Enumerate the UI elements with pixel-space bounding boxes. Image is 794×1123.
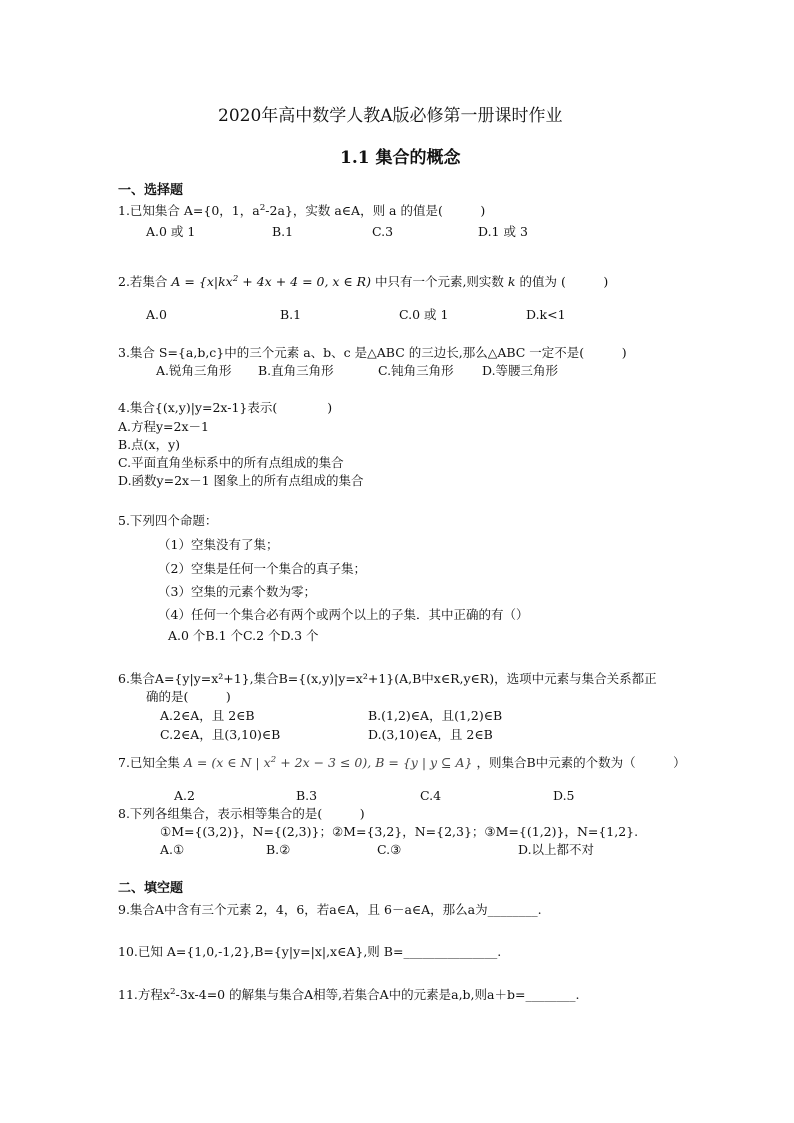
q8-option-a: A.① — [160, 842, 185, 857]
q8-option-d: D.以上都不对 — [518, 842, 595, 857]
q1-option-d: D.1 或 3 — [478, 224, 528, 239]
q3-option-d: D.等腰三角形 — [482, 363, 559, 378]
q8-option-b: B.② — [266, 842, 291, 857]
q7-math-a: A = (x ∈ N | x — [183, 755, 271, 770]
q8-line2: ①M={(3,2)}，N={(2,3)}；②M={3,2}，N={2,3}；③M={(1,2)}，N={1,2}. — [160, 824, 639, 839]
page-subtitle: 1.1 集合的概念 — [340, 148, 461, 168]
question-1-stem — [118, 203, 485, 218]
q8-option-c: C.③ — [377, 842, 402, 857]
q3-option-c: C.钝角三角形 — [378, 363, 454, 378]
q7-math-set-b: B = {y | y ⊆ A} — [375, 755, 473, 770]
question-6-stem-line2: 确的是( ) — [146, 689, 231, 704]
q7-option-b: B.3 — [296, 788, 318, 803]
q5-item-2: （2）空集是任何一个集合的真子集； — [158, 561, 366, 576]
q2-math-post: + 4x + 4 = 0, x ∈ R) — [238, 274, 371, 289]
q3-option-a: A.锐角三角形 — [156, 363, 232, 378]
q11-sup: 2 — [169, 986, 176, 997]
q7-stem-post: ，则集合B中元素的个数为（ ） — [476, 755, 686, 770]
q5-item-4: （4）任何一个集合必有两个或两个以上的子集．其中正确的有（） — [158, 607, 529, 622]
q1-stem-post: -2a}，实数 a∈A，则 a 的值是( ) — [265, 203, 486, 218]
q6-option-b: B.(1,2)∈A，且(1,2)∈B — [368, 708, 503, 723]
q6-option-a: A.2∈A，且 2∈B — [160, 708, 255, 723]
page-title: 2020年高中数学人教A版必修第一册课时作业 — [218, 106, 563, 126]
q6-option-d: D.(3,10)∈A，且 2∈B — [368, 727, 493, 742]
q2-stem-post: 的值为 ( ) — [519, 274, 609, 289]
q5-item-3: （3）空集的元素个数为零； — [158, 584, 316, 599]
question-3-stem: 3.集合 S={a,b,c}中的三个元素 a、b、c 是△ABC 的三边长,那么△ABC 一定不是( ) — [118, 345, 627, 360]
q1-stem-sup: 2 — [259, 202, 266, 213]
question-5-stem: 5.下列四个命题： — [118, 513, 218, 528]
q7-math-set-a — [184, 755, 371, 770]
question-8-stem: 8.下列各组集合，表示相等集合的是( ) — [118, 806, 365, 821]
q2-math-sup: 2 — [232, 273, 239, 284]
q1-stem-pre: 1.已知集合 A={0，1，a — [118, 203, 260, 218]
question-6-stem-line1: 6.集合A={y|y=x²+1},集合B={(x,y)|y=x²+1}(A,B中x∈R,y∈R)，选项中元素与集合关系都正 — [118, 671, 657, 686]
q11-pre: 11.方程x — [118, 987, 170, 1002]
q4-option-d: D.函数y=2x－1 图象上的所有点组成的集合 — [118, 473, 364, 488]
section-heading-fill: 二、填空题 — [118, 881, 184, 896]
q4-option-c: C.平面直角坐标系中的所有点组成的集合 — [118, 455, 344, 470]
question-9: 9.集合A中含有三个元素 2，4，6，若a∈A，且 6－a∈A，那么a为________. — [118, 902, 542, 917]
section-heading-choice: 一、选择题 — [118, 183, 184, 198]
q7-stem-pre: 7.已知全集 — [118, 755, 180, 770]
q1-option-a: A.0 或 1 — [146, 224, 196, 239]
q2-math-pre: A = {x|kx — [171, 274, 233, 289]
q2-option-d: D.k<1 — [526, 307, 566, 322]
q7-option-c: C.4 — [420, 788, 442, 803]
q2-stem-pre: 2.若集合 — [118, 274, 168, 289]
q2-stem-mid: 中只有一个元素,则实数 — [374, 274, 504, 289]
q1-option-c: C.3 — [372, 224, 394, 239]
q6-option-c: C.2∈A，且(3,10)∈B — [160, 727, 281, 742]
q4-option-b: B.点(x，y) — [118, 437, 181, 452]
q7-math-b: + 2x − 3 ≤ 0), — [276, 755, 372, 770]
question-10: 10.已知 A={1,0,-1,2},B={y|y=|x|,x∈A},则 B=_______________. — [118, 944, 502, 959]
q2-math-set — [171, 274, 371, 289]
question-4-stem: 4.集合{(x,y)|y=2x-1}表示( ) — [118, 400, 333, 415]
q5-options: A.0 个B.1 个C.2 个D.3 个 — [168, 628, 319, 643]
question-2-stem — [118, 274, 608, 289]
q7-math-sup: 2 — [270, 754, 277, 765]
q4-option-a: A.方程y=2x－1 — [118, 419, 209, 434]
q1-option-b: B.1 — [272, 224, 294, 239]
q11-post: -3x-4=0 的解集与集合A相等,若集合A中的元素是a,b,则a＋b=________. — [175, 987, 580, 1002]
question-7-stem — [118, 755, 686, 770]
question-11 — [118, 987, 579, 1002]
q2-option-b: B.1 — [280, 307, 302, 322]
q2-option-a: A.0 — [146, 307, 167, 322]
q7-option-d: D.5 — [553, 788, 575, 803]
q2-stem-var: k — [507, 274, 516, 289]
q3-option-b: B.直角三角形 — [258, 363, 334, 378]
q7-option-a: A.2 — [174, 788, 195, 803]
q5-item-1: （1）空集没有了集； — [158, 537, 279, 552]
q2-option-c: C.0 或 1 — [399, 307, 449, 322]
